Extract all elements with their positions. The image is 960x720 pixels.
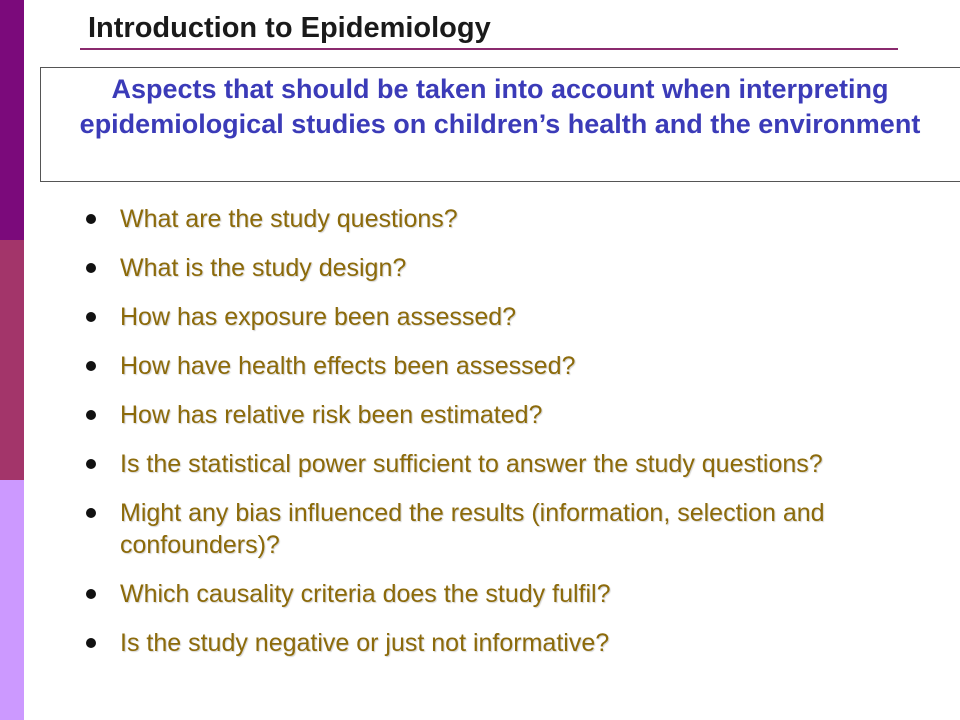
bullet-text: What is the study design?: [120, 254, 407, 282]
bullet-list: [78, 203, 838, 659]
bullet-dot-icon: [86, 214, 96, 224]
bullet-text: Which causality criteria does the study fulfil?: [120, 580, 611, 608]
bullet-item: [78, 578, 838, 610]
bullet-item: [78, 448, 838, 480]
bullet-item: [78, 497, 838, 561]
bullet-text: Might any bias influenced the results (information, selection and confounders)?: [120, 499, 825, 559]
bullet-item: [78, 252, 838, 284]
bullet-text: Is the study negative or just not informative?: [120, 629, 610, 657]
side-bar-bottom: [0, 480, 24, 720]
bullet-dot-icon: [86, 361, 96, 371]
bullet-text: What are the study questions?: [120, 205, 458, 233]
bullet-item: [78, 203, 838, 235]
bullet-item: [78, 350, 838, 382]
bullet-item: [78, 627, 838, 659]
bullet-dot-icon: [86, 638, 96, 648]
header-title: Introduction to Epidemiology: [88, 12, 491, 44]
bullet-text: How has relative risk been estimated?: [120, 401, 543, 429]
bullet-item: [78, 301, 838, 333]
bullet-dot-icon: [86, 508, 96, 518]
bullet-text: How has exposure been assessed?: [120, 303, 517, 331]
bullet-dot-icon: [86, 410, 96, 420]
bullet-item: [78, 399, 838, 431]
bullet-dot-icon: [86, 589, 96, 599]
bullet-dot-icon: [86, 459, 96, 469]
bullet-text: How have health effects been assessed?: [120, 352, 576, 380]
header-rule: [80, 48, 898, 50]
bullet-dot-icon: [86, 263, 96, 273]
bullet-text: Is the statistical power sufficient to answer the study questions?: [120, 450, 823, 478]
side-bar-middle: [0, 240, 24, 480]
side-bar-top: [0, 0, 24, 240]
bullet-dot-icon: [86, 312, 96, 322]
slide-subtitle: Aspects that should be taken into account when interpreting epidemiological studies on children’s health and the environment: [79, 74, 921, 139]
